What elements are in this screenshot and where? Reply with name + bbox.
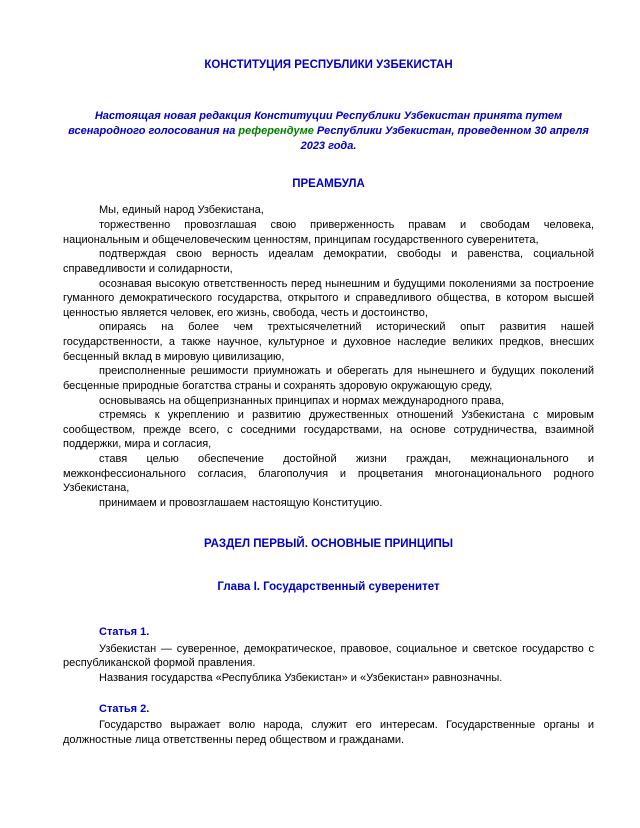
preamble-paragraph: стремясь к укреплению и развитию дружественных отношений Узбекистана с мировым сообществом, прежде всего, с соседними государствами, на основе сотрудничества, взаимной поддержки, мира и согласия, (63, 409, 594, 451)
document-intro (63, 109, 594, 153)
section-one-heading: РАЗДЕЛ ПЕРВЫЙ. ОСНОВНЫЕ ПРИНЦИПЫ (203, 537, 454, 550)
article-1 (63, 625, 594, 686)
article-1-title: Статья 1. (99, 626, 150, 639)
preamble-paragraph: торжественно провозглашая свою приверженность правам и свободам человека, национальным и общечеловеческим ценностям, принципам государственного суверенитета, (63, 219, 594, 246)
article-1-paragraph: Узбекистан — суверенное, демократическое, правовое, социальное и светское государство с республиканской формой правления. (63, 642, 594, 670)
article-2-title: Статья 2. (99, 702, 150, 715)
preamble-paragraph: осознавая высокую ответственность перед нынешним и будущими поколениями за построение гуманного демократического государства, открытого и справедливого общества, в котором высшей ценностью является человек, его жизнь, свобода, честь и достоинство, (63, 277, 594, 319)
article-1-paragraph: Названия государства «Республика Узбекистан» и «Узбекистан» равнозначны. (99, 672, 503, 684)
preamble-heading: ПРЕАМБУЛА (292, 178, 365, 191)
preamble-paragraph: опираясь на более чем трехтысячелетний исторический опыт развития нашей государственности, а также научное, культурное и духовное наследие великих предков, внесших бесценный вклад в мировую цивилизацию, (63, 321, 594, 363)
chapter-one-heading: Глава I. Государственный суверенитет (217, 580, 440, 593)
preamble-paragraph: принимаем и провозглашаем настоящую Конституцию. (99, 496, 383, 509)
intro-text-before-link: Настоящая новая редакция Конституции Республики Узбекистан принята путем всенародного голосования на (68, 110, 563, 137)
article-2-paragraph: Государство выражает волю народа, служит его интересам. Государственные органы и должностные лица ответственны перед обществом и гражданами. (63, 719, 594, 746)
referendum-link[interactable]: референдуме (238, 124, 314, 137)
preamble-paragraph: подтверждая свою верность идеалам демократии, свободы и равенства, социальной справедливости и солидарности, (63, 248, 594, 275)
preamble-paragraph: ставя целью обеспечение достойной жизни граждан, межнационального и межконфессионального согласия, благополучия и процветания многонационального родного Узбекистана, (63, 453, 594, 495)
document-title: КОНСТИТУЦИЯ РЕСПУБЛИКИ УЗБЕКИСТАН (204, 59, 453, 71)
preamble-body (63, 203, 594, 510)
preamble-paragraph: преисполненные решимости приумножать и оберегать для нынешнего и будущих поколений бесценные природные богатства страны и сохранять здоровую окружающую среду, (63, 365, 594, 392)
intro-text-after-link: Республики Узбекистан, проведенном 30 апреля 2023 года. (300, 124, 589, 152)
preamble-paragraph: основываясь на общепризнанных принципах и нормах международного права, (99, 394, 505, 407)
article-2 (63, 702, 594, 748)
preamble-paragraph: Мы, единый народ Узбекистана, (99, 204, 264, 217)
